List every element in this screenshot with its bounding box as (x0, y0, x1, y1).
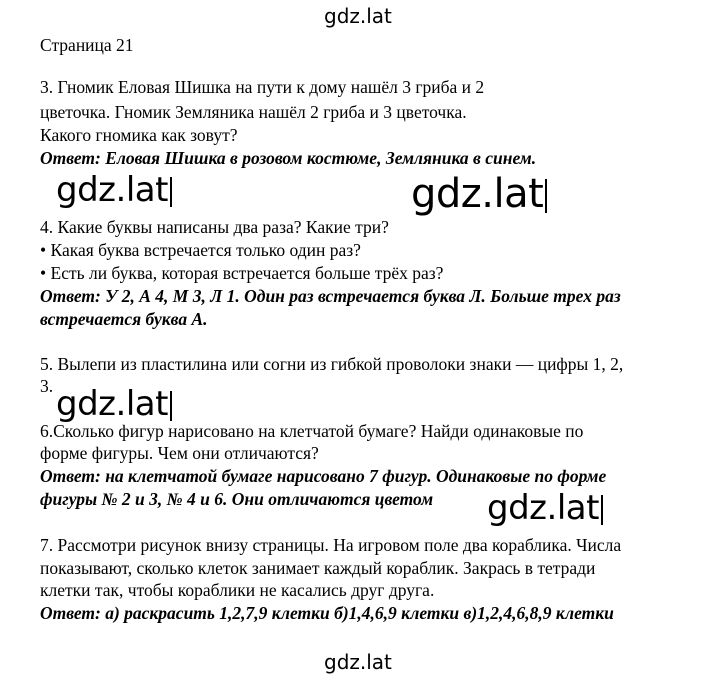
watermark-q5: gdz.lat (56, 384, 172, 424)
q6-answer-line-1: Ответ: на клетчатой бумаге нарисовано 7 фигур. Одинаковые по форме (40, 466, 607, 486)
watermark-mid-left: gdz.lat (56, 170, 172, 210)
text-cursor-icon (545, 179, 547, 213)
q7-line-3: клетки так, чтобы кораблики не касались друг друга. (40, 580, 435, 600)
q5-line-2: 3. (40, 376, 54, 396)
q7-answer: Ответ: а) раскрасить 1,2,7,9 клетки б)1,4,6,9 клетки в)1,2,4,6,8,9 клетки (40, 603, 614, 623)
watermark-bottom: gdz.lat (324, 650, 392, 674)
watermark-mid-right: gdz.lat (411, 171, 547, 217)
q6-line-2: форме фигуры. Чем они отличаются? (40, 443, 319, 463)
q7-line-2: показывают, сколько клеток занимает каждый кораблик. Закрась в тетради (40, 558, 596, 578)
text-cursor-icon (170, 177, 172, 207)
q3-answer: Ответ: Еловая Шишка в розовом костюме, Земляника в синем. (40, 148, 537, 168)
q3-line-1: 3. Гномик Еловая Шишка на пути к дому нашёл 3 гриба и 2 (40, 77, 485, 97)
q7-line-1: 7. Рассмотри рисунок внизу страницы. На игровом поле два кораблика. Числа (40, 535, 622, 555)
page-label: Страница 21 (40, 35, 134, 55)
q4-line-1: 4. Какие буквы написаны два раза? Какие три? (40, 217, 389, 237)
q4-line-2: • Какая буква встречается только один раз? (40, 240, 361, 260)
q6-answer-line-2: фигуры № 2 и 3, № 4 и 6. Они отличаются цветом (40, 489, 434, 509)
q3-line-3: Какого гномика как зовут? (40, 125, 238, 145)
q4-answer-line-2: встречается буква А. (40, 309, 208, 329)
q6-line-1: 6.Сколько фигур нарисовано на клетчатой бумаге? Найди одинаковые по (40, 421, 584, 441)
watermark-top: gdz.lat (324, 4, 392, 28)
q5-line-1: 5. Вылепи из пластилина или согни из гибкой проволоки знаки — цифры 1, 2, (40, 354, 624, 374)
watermark-q6: gdz.lat (487, 488, 603, 528)
text-cursor-icon (601, 495, 603, 525)
text-cursor-icon (170, 391, 172, 421)
q4-answer-line-1: Ответ: У 2, А 4, М 3, Л 1. Один раз встречается буква Л. Больше трех раз (40, 286, 621, 306)
q3-line-2: цветочка. Гномик Земляника нашёл 2 гриба и 3 цветочка. (40, 102, 467, 122)
q4-line-3: • Есть ли буква, которая встречается больше трёх раз? (40, 263, 444, 283)
